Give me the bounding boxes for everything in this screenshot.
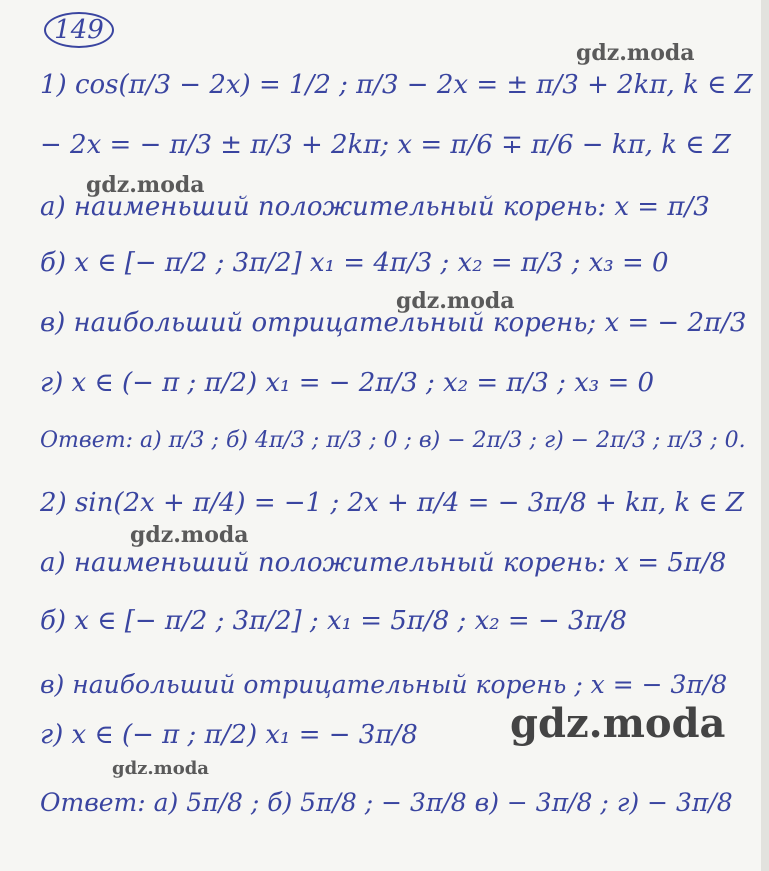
watermark: gdz.moda <box>510 700 726 747</box>
watermark: gdz.moda <box>86 172 205 198</box>
line-10: б) x ∈ [− π/2 ; 3π/2] ; x₁ = 5π/8 ; x₂ = − 3π/8 <box>40 606 627 636</box>
line-2: − 2x = − π/3 ± π/3 + 2kπ; x = π/6 ∓ π/6 − kπ, k ∈ Z <box>40 130 731 160</box>
line-7: Ответ: а) π/3 ; б) 4π/3 ; π/3 ; 0 ; в) − 2π/3 ; г) − 2π/3 ; π/3 ; 0. <box>40 428 746 453</box>
line-8: 2) sin(2x + π/4) = −1 ; 2x + π/4 = − 3π/8 + kπ, k ∈ Z <box>40 488 744 518</box>
line-13: Ответ: а) 5π/8 ; б) 5π/8 ; − 3π/8 в) − 3π/8 ; г) − 3π/8 <box>40 788 733 817</box>
watermark: gdz.moda <box>112 758 209 779</box>
watermark: gdz.moda <box>396 288 515 314</box>
line-5: в) наибольший отрицательный корень; x = − 2π/3 <box>40 308 747 338</box>
watermark: gdz.moda <box>130 522 249 548</box>
paper-edge <box>761 0 769 871</box>
line-9: а) наименьший положительный корень: x = 5π/8 <box>40 548 727 578</box>
line-3: а) наименьший положительный корень: x = π/3 <box>40 192 710 222</box>
problem-number: 149 <box>44 12 114 48</box>
line-4: б) x ∈ [− π/2 ; 3π/2] x₁ = 4π/3 ; x₂ = π/3 ; x₃ = 0 <box>40 248 669 278</box>
line-12: г) x ∈ (− π ; π/2) x₁ = − 3π/8 <box>40 720 418 750</box>
watermark: gdz.moda <box>576 40 695 66</box>
line-6: г) x ∈ (− π ; π/2) x₁ = − 2π/3 ; x₂ = π/3 ; x₃ = 0 <box>40 368 655 398</box>
line-11: в) наибольший отрицательный корень ; x = − 3π/8 <box>40 670 728 699</box>
line-1: 1) cos(π/3 − 2x) = 1/2 ; π/3 − 2x = ± π/3 + 2kπ, k ∈ Z <box>40 70 753 100</box>
